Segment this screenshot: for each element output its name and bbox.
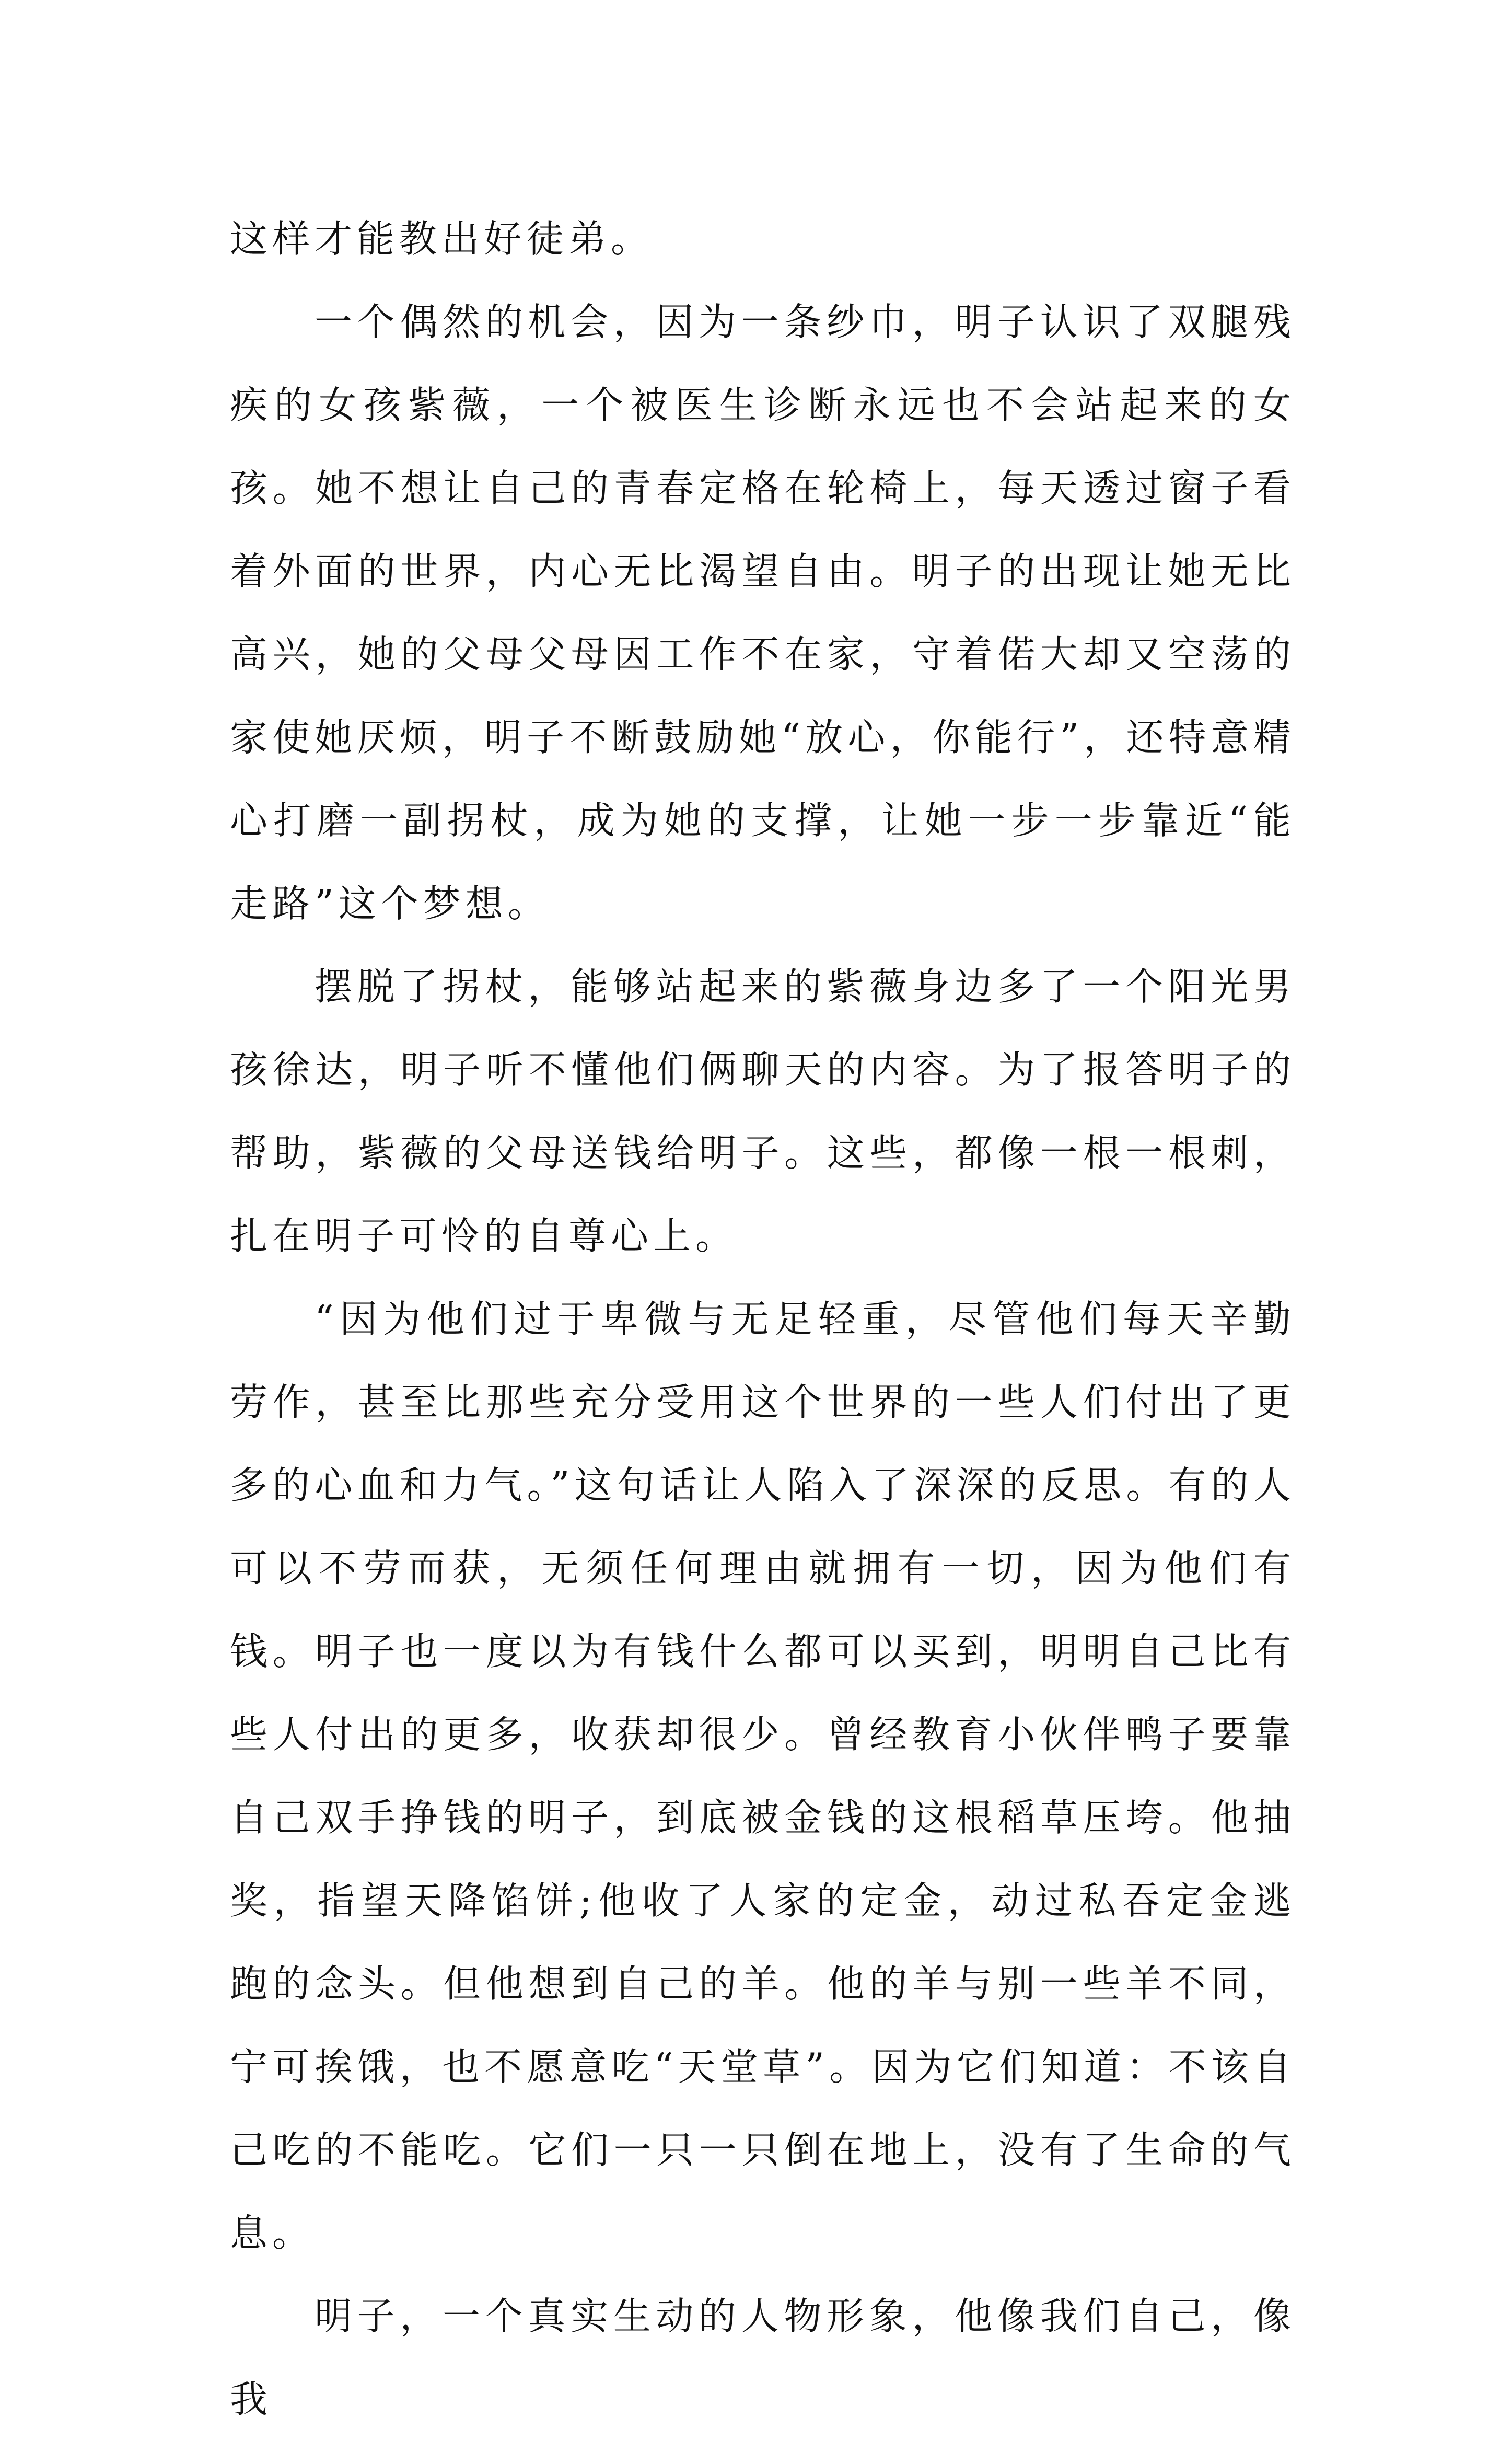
paragraph-4: “因为他们过于卑微与无足轻重，尽管他们每天辛勤劳作，甚至比那些充分受用这个世界的一些人们付出了更多的心血和力气。”这句话让人陷入了深深的反思。有的人可以不劳而获，无须任何理由就拥有一切，因为他们有钱。明子也一度以为有钱什么都可以买到，明明自己比有些人付出的更多，收获却很少。曾经教育小伙伴鸭子要靠自己双手挣钱的明子，到底被金钱的这根稻草压垮。他抽奖，指望天降馅饼;他收了人家的定金，动过私吞定金逃跑的念头。但他想到自己的羊。他的羊与别一些羊不同，宁可挨饿，也不愿意吃“天堂草”。因为它们知道：不该自己吃的不能吃。它们一只一只倒在地上，没有了生命的气息。 (230, 1297, 1296, 2255)
document-body (230, 198, 1296, 2441)
paragraph-3: 摆脱了拐杖，能够站起来的紫薇身边多了一个阳光男孩徐达，明子听不懂他们俩聊天的内容。为了报答明子的帮助，紫薇的父母送钱给明子。这些，都像一根一根刺，扎在明子可怜的自尊心上。 (230, 965, 1296, 1258)
paragraph-5: 明子，一个真实生动的人物形象，他像我们自己，像我 (230, 2294, 1296, 2421)
paragraph-2: 一个偶然的机会，因为一条纱巾，明子认识了双腿残疾的女孩紫薇，一个被医生诊断永远也不会站起来的女孩。她不想让自己的青春定格在轮椅上，每天透过窗子看着外面的世界，内心无比渴望自由。明子的出现让她无比高兴，她的父母父母因工作不在家，守着偌大却又空荡的家使她厌烦，明子不断鼓励她“放心，你能行”，还特意精心打磨一副拐杖，成为她的支撑，让她一步一步靠近“能走路”这个梦想。 (230, 300, 1296, 926)
paragraph-1: 这样才能教出好徒弟。 (230, 217, 654, 261)
